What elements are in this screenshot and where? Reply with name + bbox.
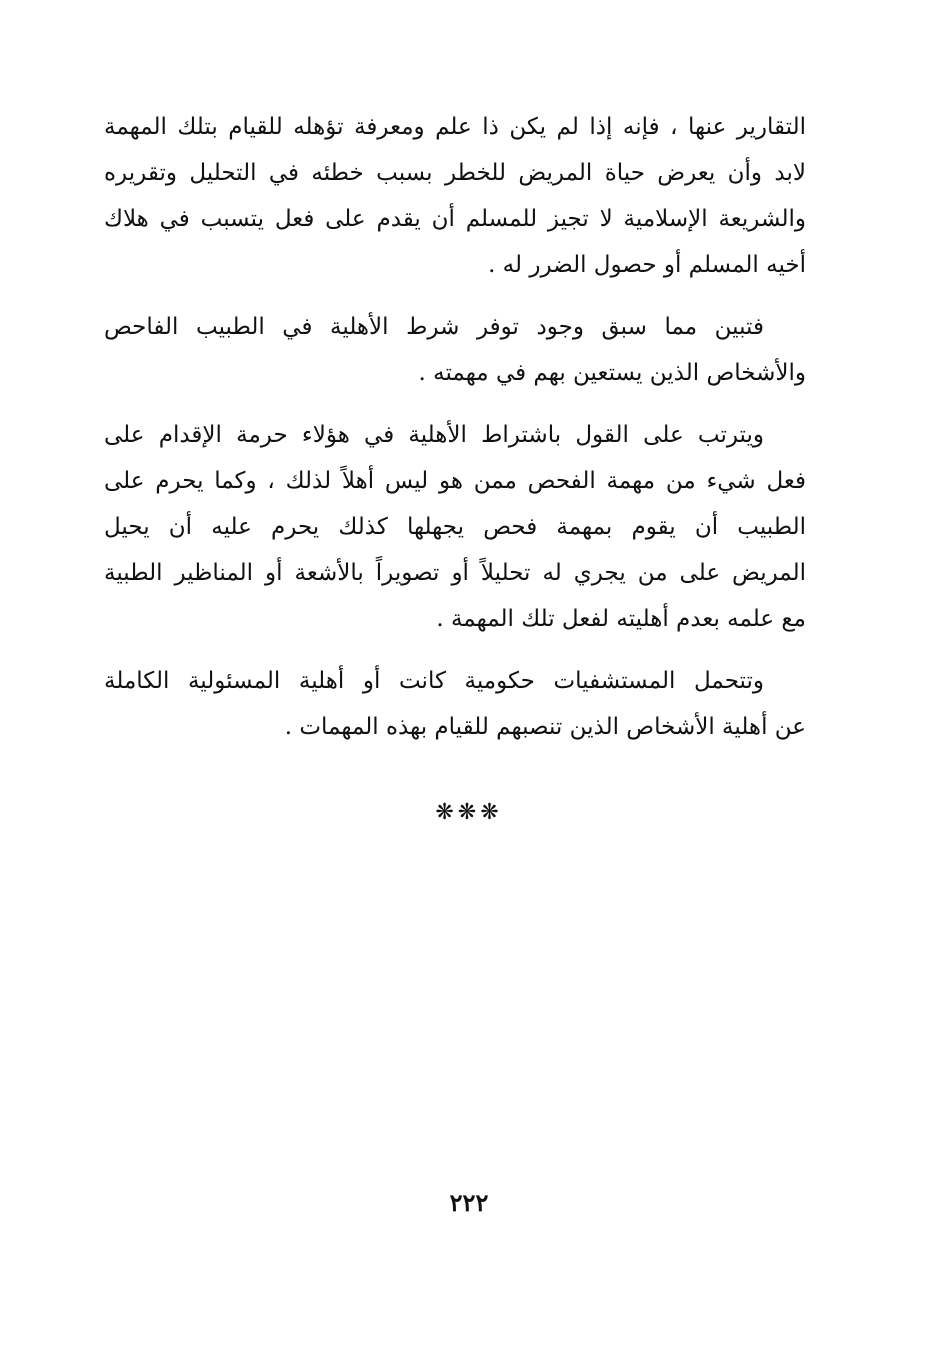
text-line: المريض على من يجري له تحليلاً أو تصويراً بالأشعة أو المناظير الطبية xyxy=(104,560,806,586)
section-separator: ❋❋❋ xyxy=(435,800,503,825)
paragraph-1 xyxy=(104,104,806,288)
text-line: والأشخاص الذين يستعين بهم في مهمته . xyxy=(418,360,806,386)
text-line: مع علمه بعدم أهليته لفعل تلك المهمة . xyxy=(436,606,806,632)
page-number: ٢٢٢ xyxy=(449,1188,489,1217)
text-line: الطبيب أن يقوم بمهمة فحص يجهلها كذلك يحرم عليه أن يحيل xyxy=(104,514,806,540)
text-line: فعل شيء من مهمة الفحص ممن هو ليس أهلاً لذلك ، وكما يحرم على xyxy=(104,468,806,494)
text-line: التقارير عنها ، فإنه إذا لم يكن ذا علم ومعرفة تؤهله للقيام بتلك المهمة xyxy=(104,114,806,140)
text-line: عن أهلية الأشخاص الذين تنصبهم للقيام بهذه المهمات . xyxy=(284,714,806,740)
text-line: وتتحمل المستشفيات حكومية كانت أو أهلية المسئولية الكاملة xyxy=(104,668,764,694)
text-line: ويترتب على القول باشتراط الأهلية في هؤلاء حرمة الإقدام على xyxy=(104,422,764,448)
paragraph-3 xyxy=(104,412,806,642)
paragraph-4 xyxy=(104,658,806,750)
text-line: فتبين مما سبق وجود توفر شرط الأهلية في الطبيب الفاحص xyxy=(104,314,764,340)
paragraph-2 xyxy=(104,304,806,396)
text-line: أخيه المسلم أو حصول الضرر له . xyxy=(488,252,806,278)
text-line: لابد وأن يعرض حياة المريض للخطر بسبب خطئه في التحليل وتقريره xyxy=(104,160,806,186)
body-text xyxy=(104,104,806,750)
text-line: والشريعة الإسلامية لا تجيز للمسلم أن يقدم على فعل يتسبب في هلاك xyxy=(104,206,806,232)
